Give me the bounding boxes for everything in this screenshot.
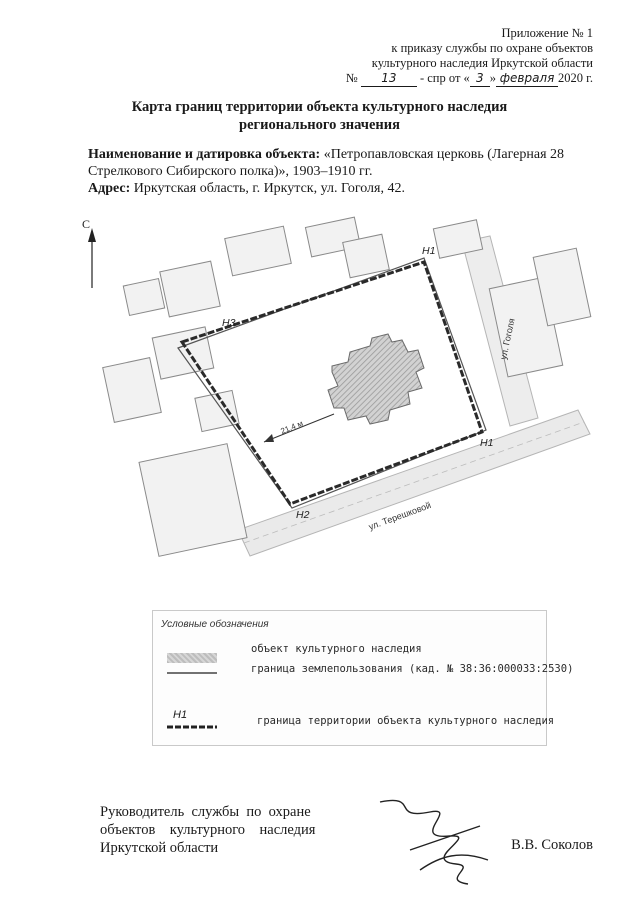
legend-item-heritage-object: объект культурного наследия [251,643,422,655]
legend-swatch-territory [167,723,217,731]
point-label-n1-top: Н1 [422,245,436,257]
signature-line-3: Иркутской области [100,840,219,856]
legend-swatch-heritage-object [167,653,217,663]
object-name-row [88,146,608,180]
street-label-gogolya: ул. Гоголя [498,317,517,361]
legend-title: Условные обозначения [161,619,269,630]
signature-line-1: Руководитель службы по охране [100,804,311,820]
page-title [0,98,639,134]
legend-item-territory: граница территории объекта культурного наследия [257,715,555,727]
appendix-line-1: Приложение № 1 [501,26,593,40]
order-from-label: - спр от « [419,71,470,85]
signer-name: В.В. Соколов [511,837,593,853]
order-year: 2020 г. [558,71,593,85]
north-label: С [82,217,91,231]
north-arrow-icon [88,228,96,288]
point-label-n3: Н3 [222,317,236,329]
object-address-value: Иркутская область, г. Иркутск, ул. Гоголя, 42. [133,181,405,196]
object-name-label: Наименование и датировка объекта: [88,147,321,162]
object-info [88,146,608,197]
object-address-row [88,180,608,197]
order-number-label: № [345,71,358,85]
order-number: 13 [361,71,417,87]
street-label-tereshkovoy: ул. Терешковой [367,500,433,532]
object-address-label: Адрес: [88,181,131,196]
title-line-2: регионального значения [239,117,400,133]
order-close-quote: » [489,71,497,85]
legend-point-label: Н1 [173,709,188,721]
legend-item-land-use: граница землепользования (кад. № 38:36:000033:2530) [251,663,574,675]
object-name-value: «Петропавловская церковь (Лагерная 28 Стрелкового Сибирского полка)», 1903–1910 гг. [88,147,565,179]
distance-label: 21,4 м [279,418,305,436]
distance-arrow-head-icon [264,434,274,442]
order-day: 3 [470,71,490,87]
legend-swatch-land-use [167,669,217,677]
signature-line-2: объектов культурного наследия [100,822,316,838]
heritage-object [328,334,424,424]
appendix-line-3: культурного наследия Иркутской области [371,56,593,70]
appendix-header [346,26,593,87]
territory-map [78,212,598,562]
point-label-n2: Н2 [296,509,310,521]
order-month: февраля [496,71,558,87]
handwritten-signature [360,790,500,900]
appendix-line-2: к приказу службы по охране объектов [391,41,593,55]
signature-block [100,803,315,857]
title-line-1: Карта границ территории объекта культурного наследия [131,99,508,115]
legend-box [152,610,574,746]
appendix-order-line [346,71,593,87]
point-label-n1-bottom: Н1 [480,437,494,449]
